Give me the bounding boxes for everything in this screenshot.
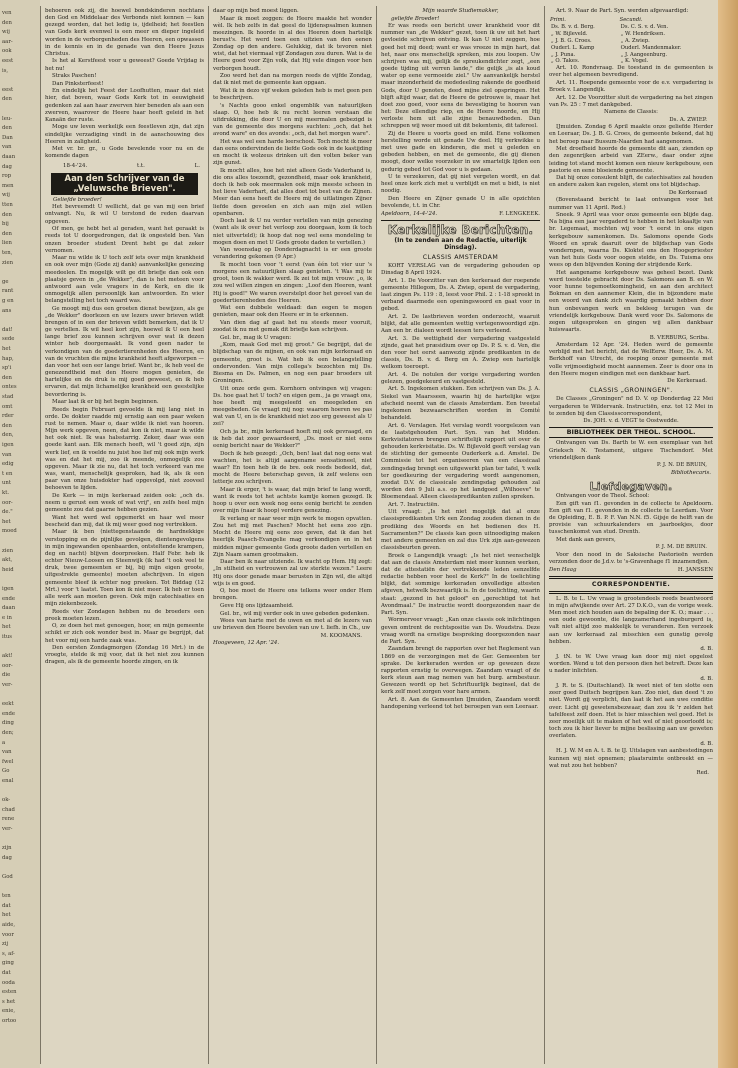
edge-fragment: s het [2, 998, 16, 1005]
edge-fragment: ding [2, 720, 14, 727]
delegate-row [549, 31, 713, 38]
edge-fragment: ging [2, 960, 14, 967]
paragraph: Maar ik moet zeggen: de Heere maakte het wonder wèl. Ik heb zelfs in dat geesl do lijdenspsalmen kunnen meezingen. Ik hoorde in al des Heeren doen hartelijk berust's. Het werd toen een uitzien van den eenen Zondag op den andere. Gelukkig, dat ik tevoren niet wist, dat het viermaal vijf Zondagen zou duren. Wat is de Heere goed voor Zijn volk, dat Hij vele dingen voor hen verborgen houdt. [213, 15, 372, 72]
divider [549, 576, 713, 579]
edge-fragment: e in [2, 614, 12, 621]
edge-fragment: dat [2, 970, 11, 976]
paragraph: Gel. br., wil mij verder ook in uwe gebeden gedenken. [220, 610, 370, 617]
edge-fragment: het [2, 346, 11, 352]
edge-fragment: itus [2, 634, 12, 640]
edge-fragment: zij [2, 941, 9, 948]
paragraph: Ik mocht toen voor 't eerst (van één tot vier uur 's morgens een natuurlijken slaap genieten. 't Was mij te groot, toen ik wakker werd. Ik zei tot mijn vrouw: „o, ik zou wel willen zingen en zingen: „Loof den Heeren, want Hij is goed!" We waren overstelpt door het gevoel van de goedertierenheden des Heeren. [213, 261, 372, 304]
paragraph: Met droefheid hoorde de gemeente dit aan, zienden op den zegenrijken arbeid van ZEerw., daar onder zijne leiding tot stand mocht komen een nieuw kerkgebouw, een pastorie en eene bloeiende gemeente. [549, 146, 713, 174]
edge-fragment: fwel [2, 758, 14, 765]
art9: Art. 9. Naar de Part. Syn. werden afgevaardigd: [556, 8, 689, 14]
edge-fragment: akt, [2, 557, 13, 564]
adjacent-page-edge [0, 0, 40, 1068]
secundi-delegate: „ A. Zwiep. [620, 37, 650, 44]
edge-fragment: van [2, 749, 12, 756]
biblio-sign: P. J. N. DE BRUIN, [656, 462, 707, 469]
edge-fragment: zijn [2, 845, 12, 852]
paragraph: daar op mijn bed moest liggen. [213, 8, 299, 14]
edge-fragment: wij [2, 192, 10, 199]
column-3 [381, 8, 540, 1063]
edge-fragment: oor- [2, 662, 13, 669]
paragraph: IJmuiden. Zondag 6 April maakte onze geliefde Herder en Leeraar, Ds. J. B. G. Croes, de gemeente bekend, dat hij het beroep naar Bussum-Naarden had aangenomen. [549, 124, 713, 145]
edge-fragment: den [2, 211, 12, 218]
kerkeraad-sign: De Kerkeraad [668, 189, 707, 196]
paragraph: Dan Pinksterfeest! [52, 80, 104, 87]
paragraph: Dat hij onze consulent blijft, de catechisaties zal houden en andere zaken kan regelen, stemt ons tot blijdschap. [549, 175, 713, 189]
edge-fragment: stad [2, 394, 14, 400]
paragraph: Voor den nood in de Saksische Pastorieën werden verzonden door de J.d.v. te 's-Gravenhage f1 inzamendjen. [549, 551, 713, 566]
paragraph: Art. 2. De lastbrieven worden onderzocht, waaruit blijkt, dat alle gemeenten wettig vertegenwoordigd zijn. Aan een br. dialeen wordt leesen ters verleend. [381, 313, 540, 335]
paragraph: Is het al Kerstfeest voor u geweest? Goede Vrijdag is het nu! [45, 58, 204, 72]
salutation: Geliefde broeder! [53, 196, 102, 203]
paragraph: Sneek. 9 April was voor onze gemeente een blijde dag. Na bijna een jaar vergaderd te hebben in het lokaaltje van br. Legemaat, mochten wij voor 't eerst in ons eigen kerkgebouw samenkomen. Ds. Salomons opende Gods Woord en sprak daaruit over de blijdschap van Gods wondernpen, waarna Ds. Kloktel ons den Hoogepriester van het huis Gods voor oogen stelde, en Ds. Tuisma ons wees op den blijvenden Koning der strijdende Kerk. [549, 212, 713, 269]
col4-paras9 [549, 596, 713, 646]
paragraph: Daar ben ik naar uitziende. Ik wacht op Hem. Hij zegt: „In stilheid en vertrouwen zal uw sterkte wezen." Leere Hij ons door genade maar berusten in Zijn wil, die altijd wijs is en goed. [213, 559, 372, 587]
paragraph: Art. 3. De wettigheid der vergadering vastgesteld zijnde, gaat het præsidium over op Ds. P. S. v. d. Ven, die den voor het eerst aanwezig zijnde predikanten in de classis, Ds. B. v. d. Berg en A. Zwiep een hartelijk welkom toeroept. [381, 335, 540, 371]
letter-heading: Aan den Schrijver van de „Veluwsche Brieven". [51, 173, 198, 195]
column-rule [544, 6, 545, 1064]
delegate-row [549, 45, 713, 52]
paragraph: Och ja br., mijn kerkeraad hoeft mij ook gevraagd, en ik heb dat zoor gewaardeerd, „Ds. moet er niet eens eenig bericht naar de Wekker?" [213, 428, 372, 450]
col2-paras [213, 8, 372, 632]
paragraph: Er was reeds een bericht uwer krankheid voor dit nummer van „de Wekker" gezet, toen ik uw uit het hart gevloeide schrijven ontving. Ik kan U niet zeggen, hoe goed het mij deed; want er was vreeze in mijn hart, dat het, naar ons menschelijk spreken, mis zou loopen. Uw schrijven was mij, gelijk de spreukendichter zegt, „een goede tijding uit verren lande," die gelijk „is als koud water op eene vermoeide ziel." Uw aanvankelijk herstel maar inzonderheid de mededeeling rakende de goedheid Gods, door U genoten, deed mijne ziel opspringen. Het blijft altijd waar, dat de Heere de getrouwe is, maar het doet zoo goed, voor eens de bevestiging te hooren van het: Deze ellendige riep, en de Heere hoorde, en Hij verloste hem uit alle zijne benauwdheden. Dan schreppen wij weer moed uit dit bekentenis, dit tafereel. [381, 23, 540, 130]
paragraph: Moge uw leven werkelijk een feestleven zijn, dat zijn eindelijke verzadiging vindt in de aanschouwing des Heeren in zaligheid. [45, 124, 204, 145]
edge-fragment: sp'i [2, 365, 12, 372]
edge-fragment: eest [2, 58, 14, 64]
paragraph: Maar laat ik er bij het begin beginnen. [52, 399, 159, 406]
delegate-row [549, 24, 713, 31]
edge-fragment: daan [2, 605, 16, 612]
col4-paras2 [549, 124, 713, 189]
edge-fragment: den [2, 374, 12, 381]
paragraph: De Kerk — in mijn kerkeraad zeiden ook: „och ds. neem u gerust een week of wat vrij", en zelfs heel mijn gemeente zou dat gaarne hebben gezien. [45, 492, 204, 514]
edge-fragment: sede [2, 336, 15, 343]
paragraph: Van dien dag af gaat het nu steeds meer vooruit, zoodat ik nu met gemak dit briefje kan schrijven. [213, 320, 372, 334]
paragraph: Maar ik erger, 't is waar, dat mijn brief te lang wordt, want ik reeds tot het achtste kamtje komen gezegd. Ik hoop u over een week nog eens eenig bericht te zenden over mijn (naar ik hoop) verdere genezing. [213, 486, 372, 515]
col4-paras3 [549, 197, 713, 334]
edge-fragment: rene [2, 816, 15, 823]
paragraph: Straks Paschen! [52, 73, 97, 80]
primi-delegate: „ J. Puna. [551, 51, 576, 58]
liefdegaven-sign: P. J. M. DE BRUIN. [655, 544, 707, 551]
edge-fragment: dat [2, 902, 11, 909]
paragraph: Ontvangen van Ds. Barth te W. een exemplaar van het Grieksch N. Testament, uitgave Tischendorf. Met vriendelijken dank [549, 440, 713, 461]
delegate-row [549, 58, 713, 65]
edge-fragment: ge [2, 278, 9, 285]
paragraph: behoeren ook zij, die hoewel bondskinderen nochtans den God en Middelaar des Verbonds niet kennen — kan gezegd worden, dat het ledig is, ijdelheid; het feestlen van Gods kerk evenwel is een meer en dieper ingeleid worden in de verborgenheden des Heeren, een opwassen in de kennis en in de genade van den Heere Jezus Christus. [45, 8, 204, 57]
sign-initial: L. [194, 162, 200, 169]
paragraph: J. tN. te W. Uwe vraag kan door mij niet opgelost worden. Wend u tot den persoon dien het betreft. Deze kan u nader inlichten. [549, 653, 713, 675]
column-rule [376, 6, 377, 1064]
edge-fragment: aide, [2, 922, 16, 928]
sign-tt: t.t. [137, 162, 145, 169]
edge-fragment: lien [2, 240, 12, 247]
sneek-sign: B. VERBURG, Scriba. [649, 334, 709, 341]
paragraph: Gel. br., mag ik U vragen: [220, 334, 292, 341]
reply-heading: Mijn waarde Studiemakker, [422, 8, 499, 14]
paragraph: Met dank aan gevers, [556, 536, 616, 543]
paragraph: Art. 5. Ingekomen stukken. Een schrijven van Ds. J. A. Siekel van Maarsseen, waarin hij de hartelijke wijze afscheid neemt van de classis Amsterdam. Een tweetal ingekomen bezwaarschriften worden in Comité behandeld. [381, 386, 540, 422]
paragraph: Wat een dubbele weldaad: dan eegen te mogen genieten, maar ook den Heere er in te erkennen. [213, 305, 372, 319]
edge-fragment: van [2, 451, 12, 458]
edge-fragment: die [2, 672, 11, 679]
edge-fragment: den, [2, 432, 14, 439]
section-banner: Kerkelijke Berichten. [387, 222, 534, 237]
paragraph: Broek o Langendijk vraagt: „Is het niet wenschelijk dat aan de classis Amsterdam niet meer kunnen werken, dat de attestatiën der vertrekkende leden eenzelfde redactie hebben voor heel de Kerk?" In de toelichting blijkt, dat sommige kerkeraden onvolledige attesten afgeven, hetwelk bezwaarlijk is. In de toelichting, waarin staat: „gezond in het geloof" en „gerechtigd tot het Avondmaal." De instructie wordt doorgezonden naar de Part. Syn. [381, 552, 540, 616]
edge-fragment: den [2, 96, 12, 103]
haag-place: Den Haag [549, 566, 577, 573]
paragraph: Doch laat ik U nu verder vertellen van mijn genezing (want als ik over het verloop zou doorgaan, kom ik toch niet uitverteld); ik hoop dat nog wel eens mondeling te mogen doen en met U Gods groote daden te vertellen.) [213, 218, 372, 246]
primi-delegate: Ouderl. L. Kamp [551, 44, 595, 51]
paragraph: O, hoe moet de Heere ons telkens weer onder Hem brengen. [213, 588, 372, 602]
paragraph: Art. 8. Aan de Gemeenten IJmuiden, Zaandam wordt handopening verleend tot het beroepen van een Leeraar. [381, 696, 540, 711]
edge-fragment: eekt [2, 701, 14, 708]
col1-paras [45, 8, 204, 161]
edge-fragment: g en [2, 298, 14, 304]
corr-sign-3: d. B. [700, 740, 713, 747]
edge-fragment: men [2, 182, 14, 189]
edge-fragment: rop [2, 173, 12, 180]
edge-fragment: s, af- [2, 950, 15, 957]
edge-fragment: esten [2, 989, 17, 996]
paragraph: U te verzekeren, dat gij niet vergeten wordt, en dat heel onze kerk zich met u verblijdt en met u bidt, is niet noodig. [381, 174, 540, 195]
column-rule [208, 6, 209, 1064]
letter-place-date: Hoogeveen, 12 Apr. '24. [213, 640, 280, 647]
paragraph: Reeds begin Februari gevoelde ik mij lang niet in orde. De dokter raadde mij ernstig aan een paar weken rust te nemen. Maar o, daar wilde ik niet van hooren. Mijn werk opgeven, neen, dat kon ik niet, maar ik wilde het ook niet. Ik was halsstarrig. Zeker, daar was een goede kant aan. Elk mensch heeft, wil 't goed zijn, zijn werk lief, en ik voelde nu juist hoe lief mij ook mijn werk was en dat het mij, zoo ik meende, onmogelijk zou opgeven. Maar ik zie nu, dat het toch verkeerd van me was, want, menschelijk gesproken, had ik, als ik een paar van onze huisdokter had opgevolgd, niet zooveel behoeven te lijden. [45, 406, 204, 492]
edge-fragment: dat! [2, 326, 13, 333]
edge-fragment: den; [2, 730, 14, 736]
edge-fragment: ver- [2, 682, 13, 688]
paragraph: En eindelijk het Feest der Loofhutten, maar dat niet hier, dat boven, waar Gods Kerk tot in eeuwigheid gedenken zal aan haar zwerven hier beneden als aan een zwerven, waarover de Heere haar heeft geleid in het Kanaän der ruste. [45, 88, 204, 123]
edge-fragment: igen [2, 586, 14, 592]
edge-fragment: chad [2, 806, 15, 813]
delegates-table [549, 16, 713, 66]
delegate-row [549, 38, 713, 45]
paragraph: Geve Hij ons lijdzaamheid. [220, 603, 294, 610]
paragraph: Ik mocht alles, hoe het niet alleen Gods Vaderhand is, die ons alles toezendt, gezondheid, maar ook krankheid, doch ik heb ook meermalen ook mijn meeste scheen in het lieve Vaderhart, dat alles doet tot best van de Zijnen. Meer dan eens heeft de Heere mij de uitlatingen Zijner liefde doen gevoelen en zich aan mijn ziel willen openbaren. [213, 167, 372, 217]
col4-paras6 [549, 440, 713, 461]
edge-fragment: het [2, 518, 11, 525]
corr-sign-red: Red. [696, 770, 709, 777]
edge-fragment: enie, [2, 1008, 16, 1015]
corr-sign-2: d. B. [700, 675, 713, 682]
edge-fragment: den [2, 422, 12, 429]
paragraph: Ontvangen voor de Theol. School: [556, 493, 650, 500]
divider [381, 220, 540, 221]
edge-fragment: daan [2, 154, 16, 160]
secundi-delegate: „ W. Hendriksen. [620, 31, 665, 38]
edge-fragment: moed [2, 528, 17, 535]
paragraph: Amsterdam 12 Apr. '24. Heden werd de gemeente verblijd met het bericht, dat de WelEerw. Heer, Ds. A. M. Berkhoff van Utrecht, de roeping onzer gemeente met volle vrijmoedigheid mocht aannemen. Zeer is door ons in den Heere mogen eindigen met een dankbaar hart. [549, 342, 713, 377]
col3-paras [381, 23, 540, 210]
edge-fragment: ans [2, 307, 12, 314]
edge-fragment: den [2, 125, 12, 132]
paragraph: Zaandam brengt de rapporten over het Reglement van 1869 en de verzorgingen met de Ger. Gemeenten ter sprake. De kerkeraden werden er op gewezen deze rapporten ernstig te overwegen. Zaandam vraagt of de kerk steun aan mag nemen van het burg. armbestuur. Gewezen wordt op het Schriftuurlijk beginsel, dat de kerk zelf moet zorgen voor hare armen. [381, 646, 540, 696]
edge-fragment: ten, [2, 250, 13, 256]
section-subtitle: (In te zenden aan de Redactie, uiterlijk Dinsdag). [394, 236, 527, 252]
edge-fragment: a [2, 739, 6, 746]
edge-fragment: oor- [2, 499, 13, 506]
divider [549, 591, 713, 594]
col4-paras12 [549, 748, 713, 769]
paragraph: Art. 6. Verslagen. Het verslag wordt voorgelezen van de laatstgehouden Part. Syn. van het Midden. Kerkvisitatoren brengen schriftelijk rapport uit over de gehouden kerkvisitatie. Ds. W. Bijlevold geeft verslag van de stichting der gemeente Ouderkerk a.d. Amstel. De Commissie tot het organiseeren van een classicaal zendingsdag brengt een uitgewerkt plan ter tafel, 't welk ter goedkeuring der vergadering wordt aangenomen, zoodat D.V. de classicale zendingsdag gehouden zal worden den 9 Juli a.s. op het landgoed „Wilhoeve" te Bloemendaal. Alleen classispredikanten zullen spreken. [381, 422, 540, 501]
paragraph: Art. 1. De Voorzitter van den kerkeraad der roepende gemeente Hillegom, Ds. A. Zwiep, opent de vergadering, laat zingen Ps. 119 : 8, leest voor Phil. 2 : 1-18 spreekt in verband daarmede een openingswoord en gaat voor in gebed. [381, 277, 540, 313]
paragraph: „Kom, maak God met mij groot." Ge begrijpt, dat de blijdschap van de mijnen, en ook van mijn kerkeraad en gemeente, groot is. Wat heb ik een belangstelling ondervonden. Van mijn collega's bezochten mij Ds. Biesma en Ds. Palmen, en nog een paar broeders uit Groningen. [213, 342, 372, 385]
classis-groningen-heading: CLASSIS „GRONINGEN". [589, 387, 673, 395]
primi-delegate: „ O. Takes. [551, 58, 580, 65]
haag-signoff [549, 567, 713, 574]
paragraph: Maar nu wilde ik U toch zelf iets over mijn krankheid en ook over mijn (Gode zij dank) aanvankelijke genezing meedeelen. En mogelijk wilt ge dit briefje dan ook een plaatsje geven in „de Wekker", dan is het meteen voor antwoord aan vele vragers in de Kerk, en die ik onmogelijk allen persoonlijk kan antwoorden. En wier belangstelling het toch waard was. [45, 255, 204, 305]
paragraph: Art. 12. De Voorzitter sluit de vergadering na het zingen van Ps. 25 : 7 met dankgebed. [549, 94, 713, 108]
edge-fragment: eest [2, 86, 14, 93]
paragraph: Uit vraagt: „Is het niet mogelijk dat al onze classispredikanten Urk een Zondag zouden dienen in de prediking des Woords en het bedienen des H. Sacramenten?" De classis kan geen uitnoodiging maken met andere gemeenten en zal dus Urk zijn aan-gewezen classisbeurten geven. [381, 509, 540, 552]
column-rule [40, 6, 41, 1064]
edge-fragment: rder [2, 413, 14, 420]
edge-fragment: ook [2, 48, 12, 55]
paragraph: Art. 7. Instructiën. [388, 501, 440, 508]
paragraph: Het bevreemdt U wellicht, dat ge van mij een brief ontvangt. Nu, ik wil U terstond de reden daarvan opgeven. [45, 204, 204, 225]
col3-arts [381, 278, 540, 712]
edge-fragment: de." [2, 509, 13, 516]
edge-fragment: edig [2, 461, 14, 468]
edge-fragment: zien [2, 259, 14, 266]
reply-signoff [381, 211, 540, 218]
col4-paras7 [549, 493, 713, 544]
edge-fragment: rant [2, 288, 14, 295]
edge-fragment: ende [2, 710, 16, 717]
edge-fragment: ten [2, 893, 11, 900]
paragraph: Art. 10. Rondvraag. De toestand in de gemeenten is over het algemeen bevredigend. [549, 65, 713, 79]
namens-sign: Ds. A. ZWIEP. [669, 116, 707, 123]
col4-paras11 [549, 683, 713, 740]
edge-fragment: akt! [2, 653, 13, 660]
paragraph: Wat ik in dezo vijf weken geleden heb is met geen pen te beschrijven. [213, 87, 372, 102]
paragraph: O, ze doen het met genoegen, hoor, en mijn gemeente schikt er zich ook wonder best in. Maar ge begrijpt, dat het voor mij een harde zaak was. [45, 623, 204, 644]
edge-fragment: enal [2, 778, 14, 784]
edge-fragment: is, [2, 67, 9, 74]
delegate-row [549, 52, 713, 59]
paragraph: Den eersten Zondagmorgen (Zondag 16 Mrt.) in de vroegte, stelde ik mij voor, dat ik het niet zou kunnen dragen, als ik de gemeente hoorde zingen, en ik [45, 645, 204, 666]
edge-fragment: omt [2, 403, 13, 410]
signoff-row [45, 163, 204, 170]
edge-fragment: heid [2, 566, 14, 573]
edge-fragment: wij [2, 29, 10, 36]
col4-paras5 [549, 396, 713, 417]
col1-paras2 [45, 204, 204, 666]
delegate-rows [549, 24, 713, 65]
secundi-header: Secundi. [619, 16, 643, 23]
edge-fragment: dag [2, 854, 12, 861]
secundi-delegate: „ K. Vogel. [620, 58, 649, 65]
reply-subheading: geliefde Broeder! [391, 15, 440, 22]
paragraph: Den Heere en Zijner genade U in alle opzichten bevolende, t.t. in Chr. [381, 196, 540, 210]
edge-fragment: kt. [2, 490, 10, 496]
paragraph: De Classes „Groningen" nd D. V. op Donderdag 22 Mei vergaderen te Wildervank. Instructiën, enz. tot 12 Mei in te zenden bij den Classisscorrespondent, [549, 396, 713, 417]
paragraph: Een gift van f1. gevonden in de collecte te Apeldoorn. Een gift van f1. gevonden in de collecte te Leerdam. Voor de Opleiding, E. B. P. F. Van N.N. f5. Gijsje de helft van de provisie van schuurkalenders en jaarboekjes, door tusschenkomst van stud. Drenth. [549, 500, 713, 536]
secundi-delegate: „ J. Aangeenburg. [620, 51, 668, 58]
paragraph: L. B. te L. Uw vraag is grootendeels reeds beantwoord in mijn afwijkende over Art. 27 D.K.O., van de vorige week. Men moet zich houden aan de bepaling der K. O.; maar . . . een oude gewoonte, die langzamerhand ingeburgerd is, valt niet altijd zoo makkelijk te veranderen. Een verzoek aan uw kerkeraad zal misschien een gunstig gevolg hebben. [549, 595, 713, 645]
page-edge-right [718, 0, 738, 1068]
edge-fragment: ven [2, 10, 12, 16]
sign-date: 18-4-'24. [63, 162, 88, 169]
column-2 [213, 8, 372, 1063]
primi-header: Primi. [550, 16, 566, 23]
reply-place: Apeldoorn, 14-4-'24. [381, 210, 438, 217]
paragraph: Art. 4. De notulen der vorige vergadering worden gelezen, goedgekeurd en vastgesteld. [381, 371, 540, 385]
paragraph: Wees van harte met de uwen en met al de lezers van uw brieven den Heere bevolen van uw t. liefh. in Ch., uw [213, 618, 372, 632]
edge-fragment: God [2, 874, 13, 880]
letter-signature: M. KOOMANS. [320, 632, 362, 639]
edge-fragment: aar- [2, 38, 13, 45]
classis-heading: CLASSIS AMSTERDAM [422, 253, 499, 261]
paragraph: Of men, ge hebt het al geraden, want het geraakt is reeds tot U doorgedrongen, dat ik ongesteld ben. Van onzen broeder student Drent hebt ge dat zeker vernomen. [45, 226, 204, 254]
edge-fragment: Go [2, 768, 10, 775]
edge-fragment: van [2, 144, 12, 151]
paragraph: J. R. te S. (Duitschland). Ik weet niet of ten slotte een zeer goed Duitsch begrijpen kan. Zoo niet, dan deed 't zo niet. Wordt gij verplicht, dan laat ik het aan uwe conditie over. Licht gij gewetensbezwaar, dan zou ik 'r zelden het tafelfeest zelf doen. Het is hier misschien wel goed. Het is zeer moeilijk uit te maken of het wel of niet geoorloofd is; toch zou ik hier liever te mijne beslissing aan uw geweten overlaten. [549, 683, 713, 740]
paragraph: H. J. W. M en A. t. B. te IJ. Uitslagen van aanbestedingen kunnen wij niet opnemen; plaatsruimte ontbreekt en — wat nut zou het hebben? [549, 748, 713, 769]
bibliotheek-heading: BIBLIOTHEEK DER THEOL. SCHOOL. [549, 427, 713, 438]
col4-paras10 [549, 654, 713, 675]
namens: Namens de Classis: [604, 109, 658, 116]
edge-fragment: zien [2, 547, 14, 554]
paragraph: Want het werd wel opgemerkt en haar wel meer bescheid dan mij, dat ik mij weer goed nog vertrekken. [45, 514, 204, 528]
edge-fragment: den [2, 230, 12, 237]
kort-verslag: KORT VERSLAG van de vergadering gehouden op Dinsdag 8 April 1924. [381, 262, 540, 277]
biblio-role: Bibliothecaris. [670, 469, 711, 476]
paragraph: Wormerveer vraagt: „Kan onze classis ook inlichtingen geven omtrent de rechtspositie van Ds. Woudstra. Deze vraag wordt na ernstige bespreking doorgezonden naar de Part. Syn. [381, 617, 540, 645]
groningen-sign: Ds. JOH. v. d. VEGT te Oostwedde. [583, 418, 679, 425]
edge-fragment: bij [2, 221, 9, 228]
edge-fragment: leu- [2, 115, 13, 122]
corr-sign-1: d. B. [700, 646, 713, 653]
primi-delegate: „ J. B. G. Croes. [551, 37, 592, 44]
primi-delegate: Ds. B. v. d. Berg. [551, 24, 595, 31]
paragraph: Ge moogt mij dus een groeten dienst bewijzen, als ge „de Wekker" doorlezen en uw lezers uwer brieven wildt brengen of in een der brieven wildt bemerken, dat ik U ge vertellen. Ik wil heel kort zijn, hoewel ik U een heel lange brief zou kunnen schrijven over wat ik dezen winter heb doorgemaakt. Ik vond geen nader te verkondigen van de goedertierenheden des Heeren, en van de vruchten die mijne krankheid heeft afgeworpen — dan voor het een eer lange brief. Want br., ik heb veel de genezendtheid met den Heere mogen genieten, de hartelijke en de druk is mij goed geweest, en ik heb ervaren, dat mijn lichamelijke krankheid een geestelijke bevordering is. [45, 305, 204, 398]
edge-fragment: Dan [2, 134, 13, 141]
paragraph: Het was wel een harde leerschool. Toch mocht ik meer dan eens ondervinden de liefde Gods ook in de kastijding en mocht ik wolzeus drinken uit den volten beker van zijn gunst. [213, 138, 372, 167]
liefdegaven-banner: Liefdegaven. [589, 480, 673, 494]
edge-fragment: voor [2, 931, 14, 938]
reply-signature: F. LENGKEEK. [499, 210, 540, 217]
edge-fragment: t en [2, 470, 13, 477]
edge-fragment: tten [2, 202, 13, 208]
edge-fragment: unt [2, 480, 11, 487]
edge-fragment: ooda [2, 979, 15, 986]
paragraph: Zoo werd het dan na morgen reeds de vijfde Zondag, dat ik niet met de gemeente kan opgaan. [213, 73, 372, 87]
secundi-delegate: Ds. C. S. v. d. Ven. [620, 24, 669, 31]
edge-fragment: hap, [2, 355, 14, 362]
edge-fragment: ontes [2, 384, 17, 391]
edge-fragment: dag [2, 163, 12, 170]
column-4 [549, 8, 713, 1063]
paragraph: Art. 11. Roepende gemeente voor de e.v. vergadering is Broek v. Langendijk. [549, 79, 713, 93]
edge-fragment: ver- [2, 826, 13, 832]
paragraph: Van woensdag op Donderdagnacht is er een groote verandering gekomen (9 Apr.) [213, 247, 372, 261]
paragraph: 's Nachts gooo enkel ongemblik van natuurlijken slaap. O, hoe heb ik nu recht leeren verstaan die uitdrukking, die door U en mij meermalen gebezigd is van de gemeente des morgens suchten: „och, dat het avond ware" en des avonds: „och, dat het morgen ware". [213, 102, 372, 138]
col4-paras8 [549, 552, 713, 566]
correspondentie-heading: CORRESPONDENTIE. [591, 580, 671, 588]
edge-fragment: het [2, 624, 11, 631]
col4-paras4 [549, 342, 713, 378]
paragraph: Reeds vier Zondagen hebben nu de broeders een preek moeten lezen. [45, 608, 204, 622]
paragraph: Met vr. br. gr., u Gode bevelende voor nu en de komende dagen [45, 146, 204, 160]
kerkeraad-sign-2: De Kerkeraad. [667, 378, 707, 385]
col4-paras [549, 65, 713, 109]
paragraph: Zij de Heere u voorts goed en mild. Eene volkomen herstelling worde uit genade Uw deel. Hij verkwikke u met uwe gade en kinderen, die met u geleden en gebeden hebben, en met de gemeente, die gij dienen moogt, door welke voorzeker in uw smartelijk lijden een gedurig gebed tot God voor u is gedaan. [381, 130, 540, 173]
edge-fragment: igen [2, 442, 14, 448]
edge-fragment: den [2, 19, 12, 26]
secundi-delegate: Ouderl. Mandenmaker. [620, 44, 682, 51]
haag-sign: H. JANSSEN [677, 566, 713, 573]
column-1 [45, 8, 204, 1063]
paragraph: Uit onze orde gem. Kornhorn ontvingen wij vragen: Ds. hoe gaat het U toch? en eigen gem., ja ge vraagt ons, hoe heeft mij meegeleefd en meegeleden en meegebeden. Ge vraagt mij nog: waarom hoeren we pas wat van U, en is de krankheid niet zoo erg geweest als U zei? [213, 385, 372, 428]
edge-fragment: ende [2, 595, 16, 602]
paragraph: Maar ik ben (niettegenstaande de hardnekkige verstopping en de pijnlijke gevolgen, dientengevolgens in mijn ingewanden openbaarden, ontsteltende krampen, deg en nacht) blijven doorpreeken. Half Febr. heb ik echter Nieuw-Loosen en Steenwijk (ik had 't ook veel te druk, twee gemeenten er bij, bij mijn eigen groote, uitgestrekte gemeente) moeten afschrijven. In eigen gemeente bleef ik echter nog preeken. Tot Biddag (12 Mrt.) voor 't laatst. Toen kon ik niet meer. Ik heb er toen alle werk aan moeten geven. Ook mijn catechisaties en mijn ziekenbezoek. [45, 529, 204, 608]
paragraph: (Bovenstaand bericht te laat ontvangen voor het nummer van 11 April. Red.) [549, 197, 713, 211]
primi-delegate: „ W. Bijleveld. [551, 31, 588, 38]
paragraph: Het aangename kerkgebouw was geheel bezet. Dank werd toestelde gebracht door Ds. Salomons aan B. en W. voor hunne tegemoetkomingheid, en aan den architect Bokman en den aannemer Klein, die in bijzondere mate een woord van dank zich waardig gemaakt hebben door hun onbevangen werk en bekleeg terugen van de vriendelijk kerkgebouw. Dank werd voor Ds. Salomons de zegen uitgesproken en gingen wij allen dankbaar huiswaarts. [549, 269, 713, 334]
paragraph: Doch ik heb gezegd: „Och, ben! laat dat nog eens wat wachten, het is altijd aangename sensationeel, niet waar? En toen heb ik de bre. ook reeds bedeeld, dat, mocht de Heere beterschap geven, ik zelf welens een letterje zou schrijven. [213, 450, 372, 486]
paragraph: Ik verlang er naar weer mijn werk te mogen opvatten. Zou het mij met Paschen? Mocht het eens zoo zijn. Mocht de Heere mij eens zoo geven, dat ik dan het heerlijk Paasch-Evangelie mag verkondigen en in het midden mijner gemeente Gods groote daden vertellen en Zijn Naam samen grootmaken. [213, 515, 372, 558]
edge-fragment: ortoo [2, 1018, 17, 1024]
edge-fragment: het [2, 912, 11, 919]
edge-fragment: ok- [2, 797, 11, 804]
